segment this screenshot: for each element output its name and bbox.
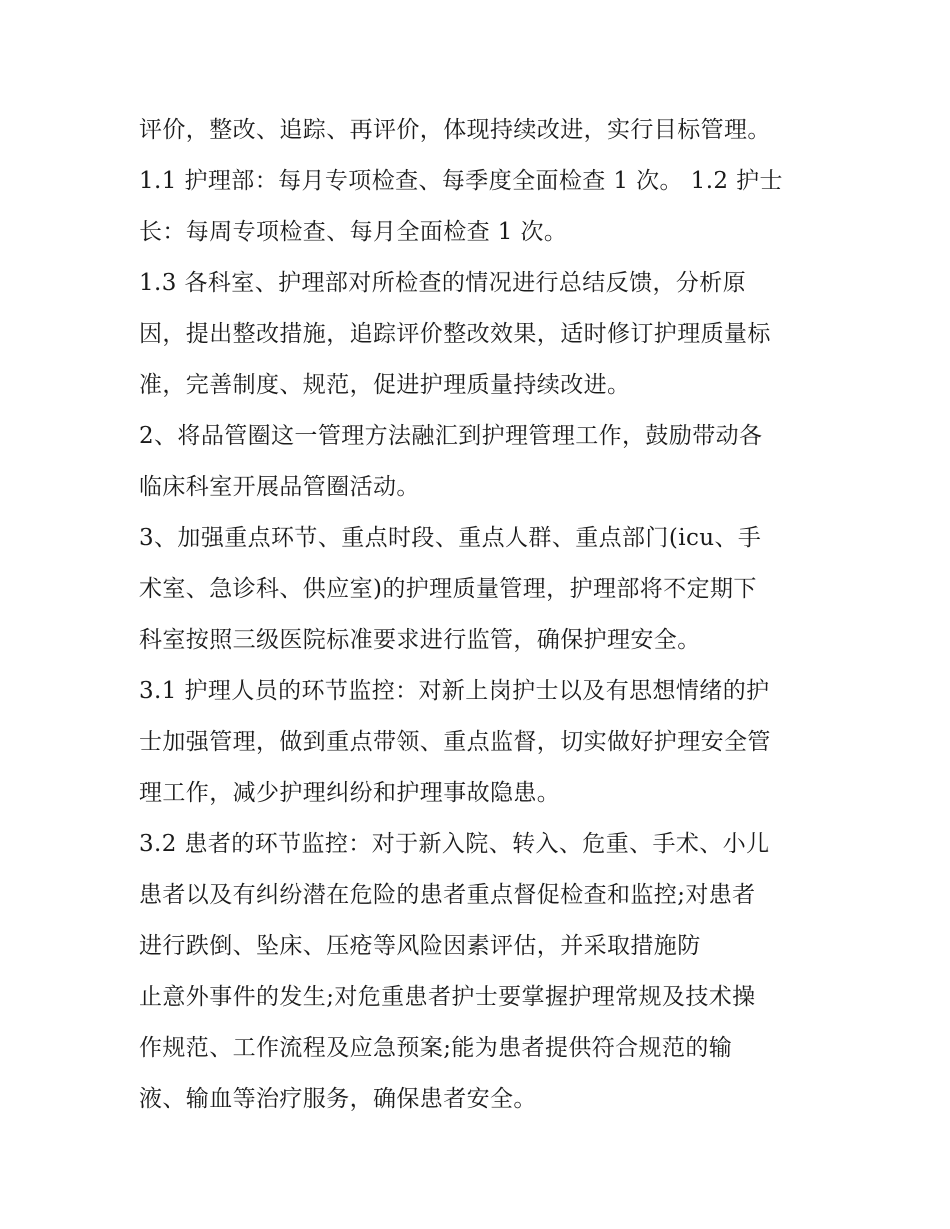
text-line: 1.3 各科室、护理部对所检查的情况进行总结反馈，分析原 xyxy=(139,270,747,296)
text-line: 3.1 护理人员的环节监控：对新上岗护士以及有思想情绪的护 xyxy=(139,678,770,704)
text-line: 3、加强重点环节、重点时段、重点人群、重点部门(icu、手 xyxy=(139,525,762,551)
text-line: 士加强管理，做到重点带领、重点监督，切实做好护理安全管 xyxy=(139,729,771,755)
text-line: 进行跌倒、坠床、压疮等风险因素评估，并采取措施防 xyxy=(139,933,701,959)
text-line: 患者以及有纠纷潜在危险的患者重点督促检查和监控;对患者 xyxy=(139,882,756,908)
text-line: 理工作，减少护理纠纷和护理事故隐患。 xyxy=(139,780,561,806)
text-line: 3.2 患者的环节监控：对于新入院、转入、危重、手术、小儿 xyxy=(139,831,770,857)
text-line: 长：每周专项检查、每月全面检查 1 次。 xyxy=(139,219,568,245)
text-line: 临床科室开展品管圈活动。 xyxy=(139,474,420,500)
text-line: 科室按照三级医院标准要求进行监管，确保护理安全。 xyxy=(139,627,701,653)
text-line: 术室、急诊科、供应室)的护理质量管理，护理部将不定期下 xyxy=(139,576,757,602)
text-line: 准，完善制度、规范，促进护理质量持续改进。 xyxy=(139,372,631,398)
text-line: 止意外事件的发生;对危重患者护士要掌握护理常规及技术操 xyxy=(139,984,756,1010)
text-line: 2、将品管圈这一管理方法融汇到护理管理工作，鼓励带动各 xyxy=(139,423,763,449)
body-text xyxy=(139,108,839,1128)
text-line: 1.1 护理部：每月专项检查、每季度全面检查 1 次。 1.2 护士 xyxy=(139,168,783,194)
text-line: 液、输血等治疗服务，确保患者安全。 xyxy=(139,1086,537,1112)
text-line: 因，提出整改措施，追踪评价整改效果，适时修订护理质量标 xyxy=(139,321,771,347)
text-line: 评价，整改、追踪、再评价，体现持续改进，实行目标管理。 xyxy=(139,117,771,143)
text-line: 作规范、工作流程及应急预案;能为患者提供符合规范的输 xyxy=(139,1035,733,1061)
